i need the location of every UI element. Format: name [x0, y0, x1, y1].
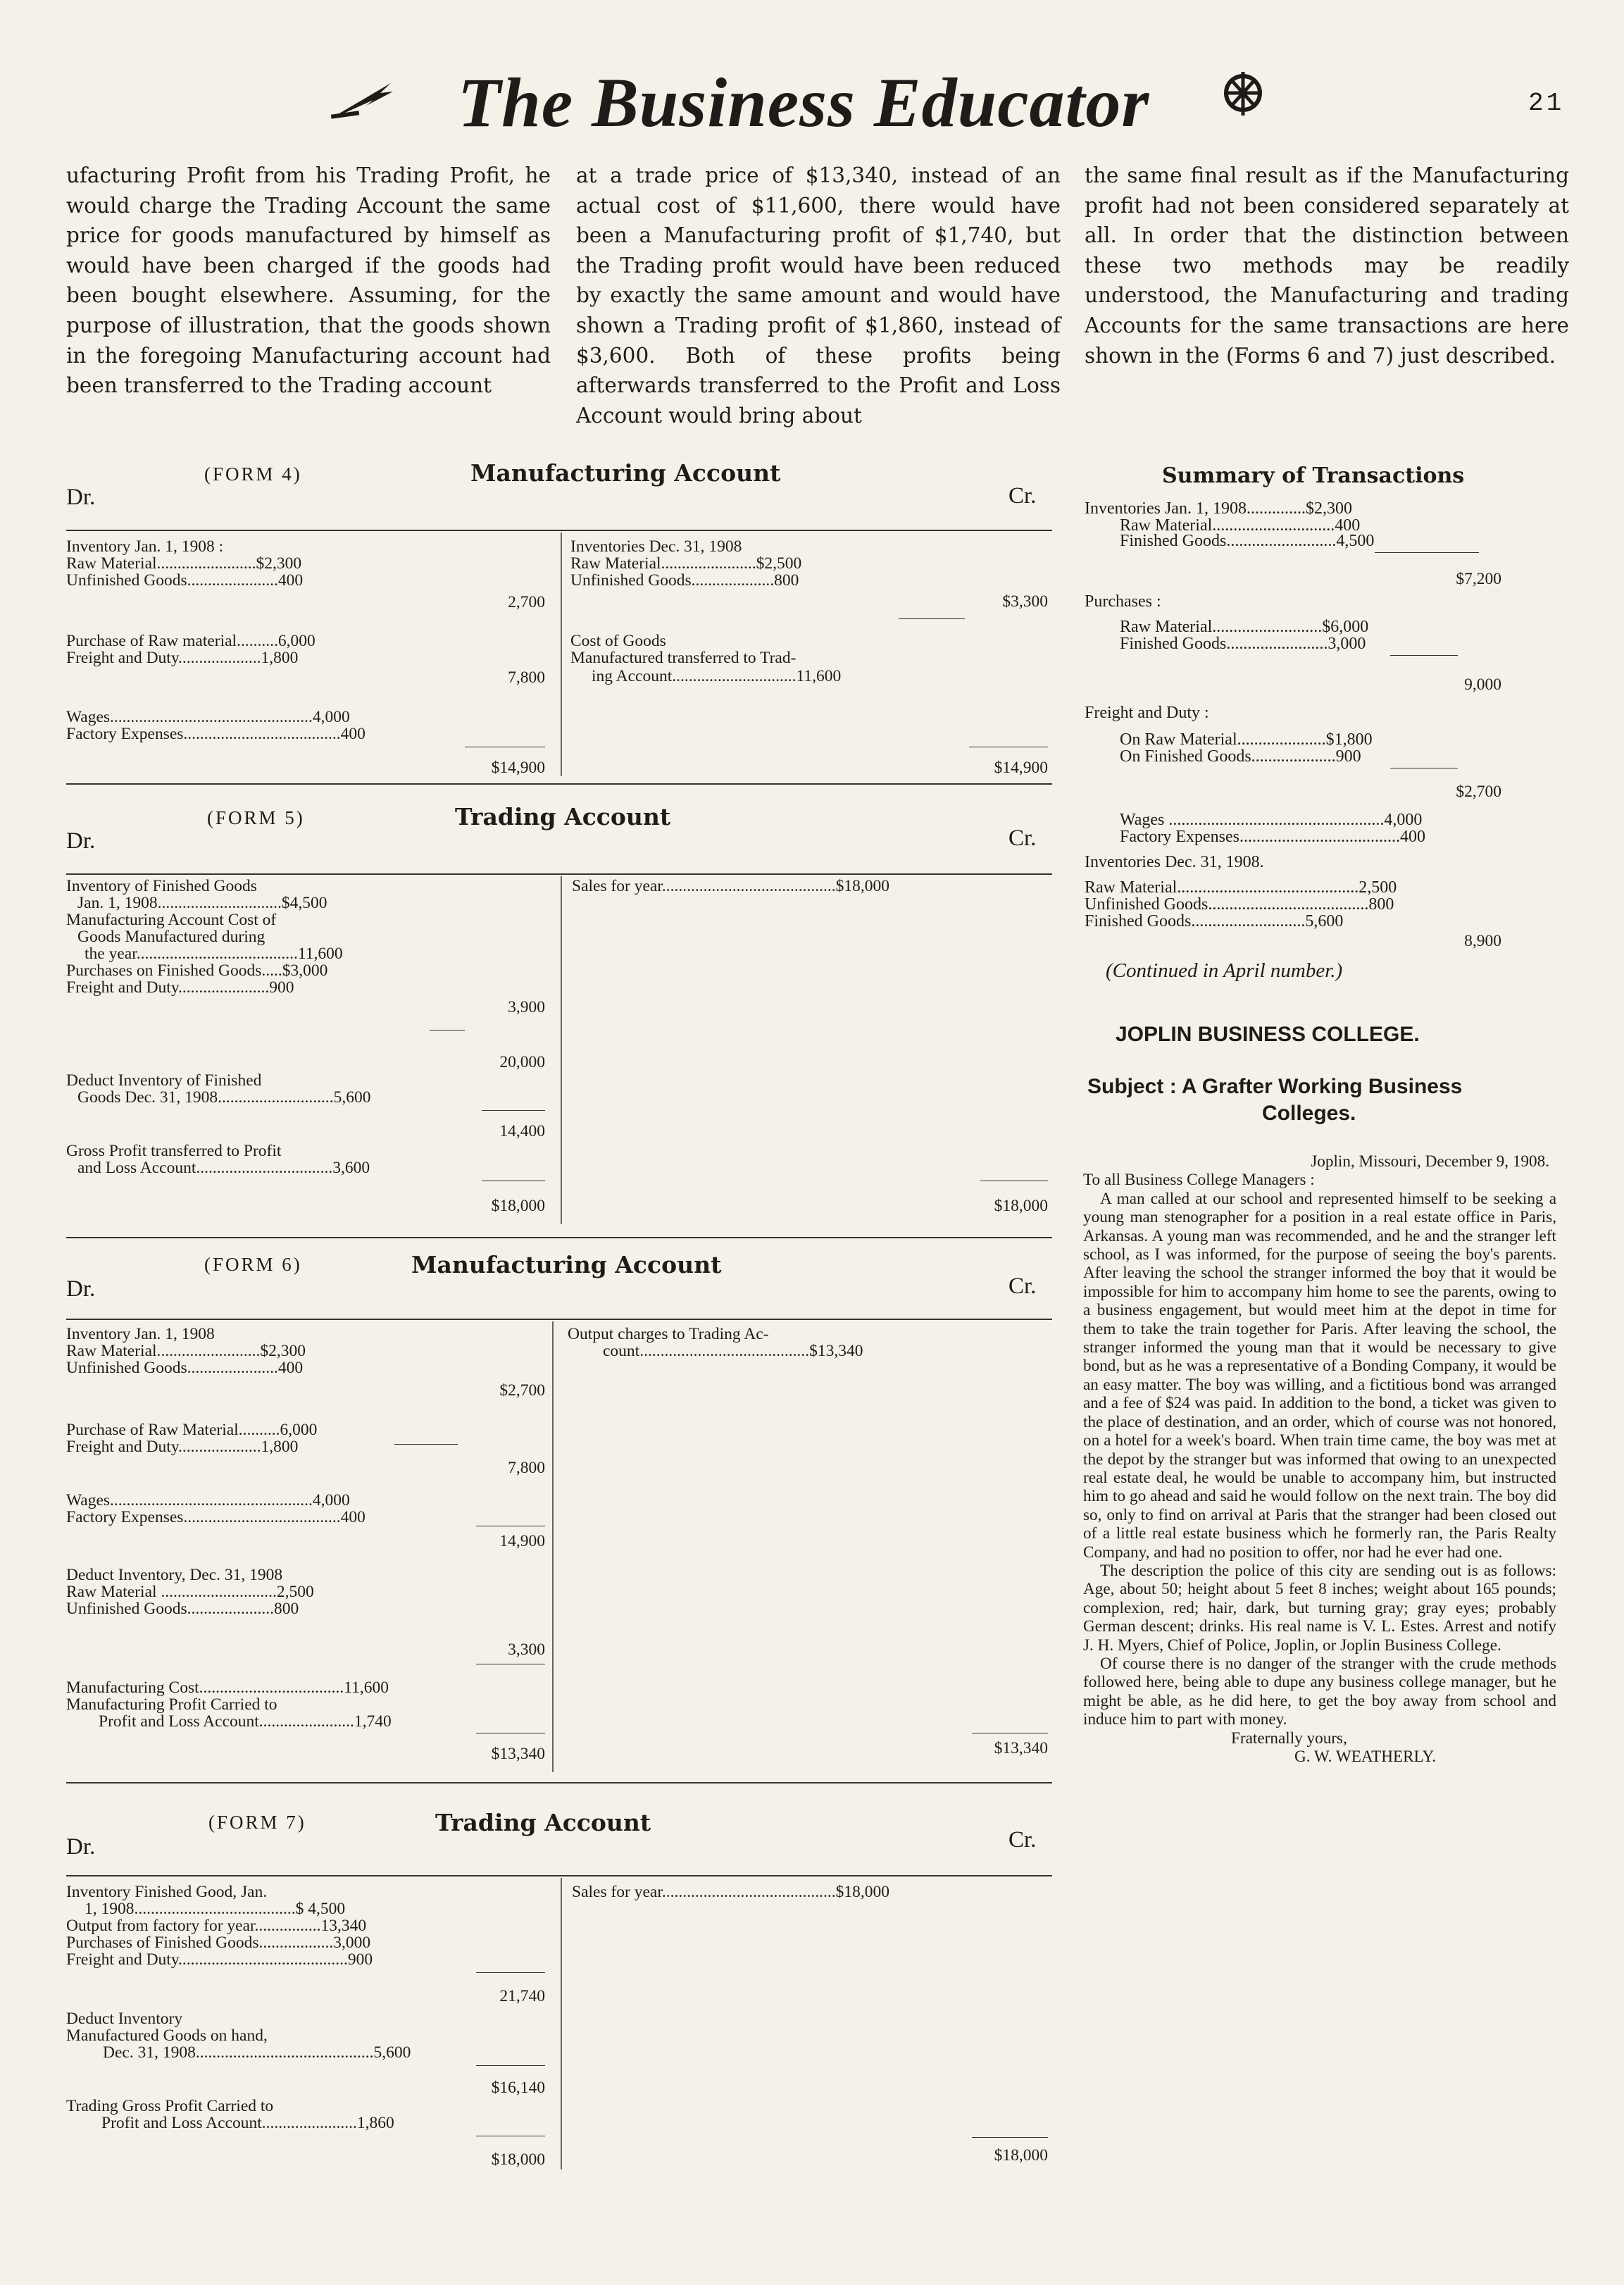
form4-cr-line: ing Account..............................11,600	[592, 667, 842, 685]
form6-bottom-rule	[66, 1782, 1052, 1783]
letter-paragraph: A man called at our school and represented himself to be seeking a young man stenographer for a position in a real estate office in Paris, Arkansas. A young man was recommended, and he and the stranger left school, as I was informed, for the purpose of seeing the boy's parents. After leaving the school the stranger informed the boy that it would be impossible for him to accompany him home to see the parents, owing to a business engagement, but would meet him at the depot in time for them to take the train together for Paris. After leaving the school, the stranger informed the young man that it would be necessary to give bond, but as he was a representative of a Bonding Company, it would be an easy matter. The boy was willing, and a fictitious bond was arranged and a fee of $24 was paid. In addition to the bond, a ticket was given to the place of destination, and an order, which of course was not honored, on a hotel for a week's board. When train time came, the boy was met at the depot by the stranger but was informed that owing to an unexpected real estate deal, he would be unable to accompany him, but instructed him to go ahead and said he would follow on the next train. The boy did so, only to find on arrival at Paris that the stranger had been closed out of a little real estate business which he formerly ran, the Paris Realty Company, and had no position to offer, nor had he ever had one.	[1083, 1189, 1556, 1562]
form6-total-cr: $13,340	[994, 1739, 1048, 1757]
summary-line: On Raw Material.....................$1,800	[1120, 730, 1373, 749]
joplin-subject-line-2: Colleges.	[1262, 1102, 1356, 1125]
summary-subtotal: $2,700	[1456, 783, 1501, 801]
form6-line: Freight and Duty....................1,800	[66, 1438, 299, 1456]
form5-line: Goods Manufactured during	[77, 928, 266, 946]
form5-line: Inventory of Finished Goods	[66, 877, 257, 895]
form6-line: Inventory Jan. 1, 1908	[66, 1325, 215, 1343]
form6-line: Unfinished Goods.....................800	[66, 1600, 299, 1618]
form7-line: Profit and Loss Account.......................1,860	[101, 2114, 394, 2132]
form6-line: Deduct Inventory, Dec. 31, 1908	[66, 1566, 283, 1584]
form7-total-dr: $18,000	[491, 2150, 545, 2169]
form6-rule	[394, 1444, 458, 1445]
form6-line: Wages.................................................4,000	[66, 1491, 350, 1509]
form5-bottom-rule	[66, 1237, 1052, 1238]
form6-subtotal: 7,800	[508, 1459, 545, 1477]
form6-subtotal: $2,700	[499, 1381, 545, 1400]
form4-total-dr: $14,900	[491, 759, 545, 777]
form5-line: Goods Dec. 31, 1908............................5,600	[77, 1088, 371, 1107]
form6-cr-line: Output charges to Trading Ac-	[568, 1325, 769, 1343]
form5-top-rule	[66, 873, 1052, 875]
form6-title: Manufacturing Account	[411, 1251, 722, 1278]
masthead-title: The Business Educator	[458, 63, 1150, 142]
form5-line: Manufacturing Account Cost of	[66, 911, 277, 929]
summary-line: Raw Material...........................................2,500	[1085, 878, 1397, 897]
summary-line: Unfinished Goods......................................800	[1085, 895, 1394, 914]
form6-subtotal: 14,900	[499, 1532, 545, 1550]
summary-rule	[1375, 552, 1479, 553]
joplin-subject-line-1: Subject : A Grafter Working Business	[1087, 1075, 1463, 1098]
form6-cr-line: count.........................................$13,340	[603, 1342, 863, 1360]
form4-divider	[561, 533, 562, 776]
form4-cr: Cr.	[1008, 483, 1037, 509]
form5-line: Deduct Inventory of Finished	[66, 1071, 262, 1090]
form7-rule	[476, 2065, 545, 2066]
form4-cr-subtotal: $3,300	[1002, 592, 1048, 611]
form6-line: Unfinished Goods......................400	[66, 1359, 304, 1377]
form5-cr: Cr.	[1008, 826, 1037, 851]
intro-column-1: ufacturing Profit from his Trading Profit, he would charge the Trading Account the same price for goods manufactured by himself as would have been charged if the goods had been bought elsewhere. Assuming, for the purpose of illustration, that the goods shown in the foregoing Manufacturing account had been transferred to the Trading account	[66, 163, 551, 398]
summary-subtotal: 9,000	[1464, 675, 1501, 694]
form5-subtotal: 3,900	[508, 998, 545, 1016]
form7-line: Purchases of Finished Goods..................3,000	[66, 1934, 371, 1952]
form5-line: Gross Profit transferred to Profit	[66, 1142, 282, 1160]
form6-line: Raw Material ............................2,500	[66, 1583, 314, 1601]
form7-subtotal: 21,740	[499, 1987, 545, 2005]
form5-line: Freight and Duty......................900	[66, 978, 294, 997]
form4-dr: Dr.	[66, 485, 96, 510]
form4-cr-line: Cost of Goods	[570, 632, 666, 650]
summary-line: Inventories Dec. 31, 1908.	[1085, 853, 1264, 871]
form4-cr-line: Unfinished Goods....................800	[570, 571, 799, 590]
form4-bottom-rule	[66, 783, 1052, 785]
form6-line: Factory Expenses......................................400	[66, 1508, 366, 1526]
form5-subtotal: 20,000	[499, 1053, 545, 1071]
letter-closing: Fraternally yours,	[1231, 1729, 1347, 1748]
form6-top-rule	[66, 1319, 1052, 1320]
form7-line: Trading Gross Profit Carried to	[66, 2097, 274, 2115]
summary-title: Summary of Transactions	[1162, 463, 1465, 488]
form7-line: Freight and Duty.........................................900	[66, 1950, 373, 1969]
form6-line: Profit and Loss Account.......................1,740	[99, 1712, 392, 1731]
form5-total-cr: $18,000	[994, 1197, 1048, 1215]
form6-dr: Dr.	[66, 1276, 96, 1302]
intro-column-3: the same final result as if the Manufacturing profit had not been considered separately at all. In order that the distinction between these two methods may be readily understood, the Manufacturing and trading Accounts for the same transactions are here shown in the (Forms 6 and 7) just described.	[1085, 163, 1569, 368]
form6-subtotal: 3,300	[508, 1640, 545, 1659]
letter-dateline: Joplin, Missouri, December 9, 1908.	[1311, 1152, 1549, 1171]
summary-line: Raw Material.............................400	[1120, 516, 1361, 535]
summary-line: Finished Goods..........................4,500	[1120, 532, 1375, 550]
form4-label: (FORM 4)	[204, 463, 302, 485]
quill-pen-icon	[331, 77, 394, 123]
form4-title: Manufacturing Account	[470, 459, 781, 487]
form7-line: 1, 1908.......................................$ 4,500	[85, 1900, 346, 1918]
form4-cr-line: Inventories Dec. 31, 1908	[570, 537, 742, 556]
form7-line: Dec. 31, 1908...........................................5,600	[103, 2043, 411, 2062]
form7-line: Deduct Inventory	[66, 2010, 183, 2028]
summary-line: Finished Goods........................3,000	[1120, 635, 1366, 653]
form7-cr-line: Sales for year..........................................$18,000	[572, 1883, 890, 1901]
summary-line: Wages ...................................................4,000	[1120, 811, 1423, 829]
form7-top-rule	[66, 1875, 1052, 1876]
form6-total-dr: $13,340	[491, 1745, 545, 1763]
summary-line: Raw Material..........................$6,000	[1120, 618, 1369, 636]
form4-line: Factory Expenses......................................400	[66, 725, 366, 743]
form5-title: Trading Account	[455, 803, 671, 830]
form6-cr: Cr.	[1008, 1274, 1037, 1299]
summary-line: Freight and Duty :	[1085, 704, 1209, 722]
form4-line: Purchase of Raw material..........6,000	[66, 632, 316, 650]
form7-subtotal: $16,140	[491, 2079, 545, 2097]
summary-line: Finished Goods...........................5,600	[1085, 912, 1344, 930]
summary-line: Factory Expenses......................................400	[1120, 828, 1425, 846]
form7-cr-sum-rule	[972, 2137, 1048, 2138]
form4-total-cr: $14,900	[994, 759, 1048, 777]
form6-label: (FORM 6)	[204, 1254, 302, 1275]
form7-rule	[476, 1972, 545, 1973]
summary-line: Purchases :	[1085, 592, 1161, 611]
form4-line: Unfinished Goods......................400	[66, 571, 304, 590]
form4-cr-line: Raw Material.......................$2,500	[570, 554, 802, 573]
form4-line: Freight and Duty....................1,800	[66, 649, 299, 667]
letter-paragraph: The description the police of this city are sending out is as follows: Age, about 50; height about 5 feet 8 inches; weight about 165 pounds; complexion, red; hair, dark, but turning gray; gray eyes; probably German descent; drinks. His real name is V. L. Estes. Arrest and notify J. H. Myers, Chief of Police, Joplin, or Joplin Business College.	[1083, 1561, 1556, 1655]
form7-total-cr: $18,000	[994, 2146, 1048, 2165]
form7-line: Manufactured Goods on hand,	[66, 2026, 268, 2045]
form4-top-rule	[66, 530, 1052, 531]
letter-salutation: To all Business College Managers :	[1083, 1171, 1315, 1190]
form7-line: Output from factory for year................13,340	[66, 1917, 367, 1935]
form7-dr: Dr.	[66, 1834, 96, 1860]
summary-subtotal: $7,200	[1456, 570, 1501, 588]
intro-column-2: at a trade price of $13,340, instead of an actual cost of $11,600, there would have been a Manufacturing profit of $1,740, but the Trading profit would have been reduced by exactly the same amount and would have shown a Trading profit of $1,860, instead of $3,600. Both of these profits being afterwards transferred to the Profit and Loss Account would bring about	[576, 163, 1061, 428]
form6-line: Manufacturing Cost...................................11,600	[66, 1679, 389, 1697]
joplin-letter-body	[1083, 1152, 1556, 1766]
form6-divider	[552, 1321, 554, 1772]
form7-label: (FORM 7)	[208, 1812, 306, 1833]
form7-title: Trading Account	[435, 1809, 651, 1836]
form4-subtotal: 2,700	[508, 593, 545, 611]
continued-note: (Continued in April number.)	[1106, 959, 1343, 982]
form5-line: the year.......................................11,600	[85, 945, 343, 963]
form5-line: Jan. 1, 1908..............................$4,500	[77, 894, 327, 912]
summary-line: On Finished Goods....................900	[1120, 747, 1361, 766]
joplin-heading: JOPLIN BUSINESS COLLEGE.	[1116, 1023, 1420, 1046]
form5-dr: Dr.	[66, 828, 96, 854]
form7-divider	[561, 1878, 562, 2169]
form5-total-dr: $18,000	[491, 1197, 545, 1215]
summary-subtotal: 8,900	[1464, 932, 1501, 950]
emblem-icon	[1222, 69, 1264, 122]
form5-subtotal: 14,400	[499, 1122, 545, 1140]
form7-cr: Cr.	[1008, 1827, 1037, 1853]
summary-line: Inventories Jan. 1, 1908..............$2,300	[1085, 499, 1352, 518]
form4-cr-rule	[899, 618, 965, 619]
form6-line: Raw Material.........................$2,300	[66, 1342, 306, 1360]
form4-subtotal: 7,800	[508, 668, 545, 687]
form5-line: Purchases on Finished Goods.....$3,000	[66, 961, 328, 980]
form6-line: Purchase of Raw Material..........6,000	[66, 1421, 318, 1439]
form4-cr-line: Manufactured transferred to Trad-	[570, 649, 797, 667]
form7-line: Inventory Finished Good, Jan.	[66, 1883, 268, 1901]
form4-line: Raw Material........................$2,300	[66, 554, 302, 573]
form5-cr-line: Sales for year..........................................$18,000	[572, 877, 890, 895]
form5-divider	[561, 876, 562, 1224]
form5-rule	[482, 1110, 545, 1111]
letter-signature: G. W. WEATHERLY.	[1294, 1748, 1437, 1766]
page-number: 21	[1528, 89, 1565, 118]
form6-line: Manufacturing Profit Carried to	[66, 1695, 277, 1714]
letter-paragraph: Of course there is no danger of the stranger with the crude methods followed here, being able to dupe any business college manager, but he might be able, as he did here, to get the boy away from school and induce him to part with money.	[1083, 1654, 1556, 1729]
form4-line: Wages.................................................4,000	[66, 708, 350, 726]
form5-line: and Loss Account.................................3,600	[77, 1159, 370, 1177]
form5-label: (FORM 5)	[207, 807, 305, 828]
summary-rule	[1390, 655, 1458, 656]
form5-rule	[430, 1030, 465, 1031]
form4-line: Inventory Jan. 1, 1908 :	[66, 537, 224, 556]
